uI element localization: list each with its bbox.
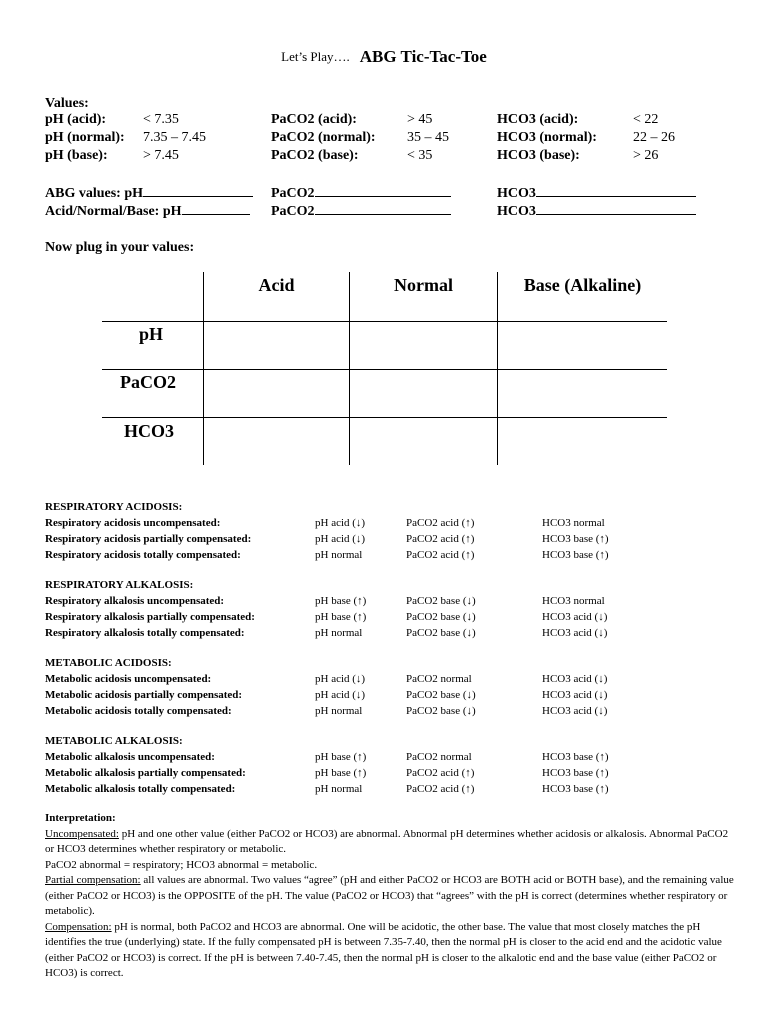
grid-row-paco2: PaCO2 bbox=[120, 372, 176, 392]
condition-name: Metabolic acidosis uncompensated: bbox=[45, 673, 212, 685]
condition-name: Metabolic alkalosis partially compensated: bbox=[45, 767, 246, 779]
condition-paco2: PaCO2 acid (↑) bbox=[406, 517, 475, 529]
compensation-label: Compensation: bbox=[45, 920, 112, 933]
condition-hco3: HCO3 base (↑) bbox=[542, 533, 609, 545]
condition-ph: pH normal bbox=[315, 783, 363, 795]
condition-hco3: HCO3 acid (↓) bbox=[542, 627, 608, 639]
abg-paco2-label: PaCO2 bbox=[271, 186, 315, 201]
compensation-text: pH is normal, both PaCO2 and HCO3 are abnormal. One will be acidotic, the other base. The value that most closely matches the pH identifies the true (underlying) state. If the fully compensated pH is between 7.35-7.40, then the normal pH is closer to the acid end and the acidotic value (either PaCO2 or HCO3) is correct. If the pH is between 7.40-7.45, then the normal pH is closer to the alkalotic end and the base value (either PaCO2 or HCO3) is correct. bbox=[45, 920, 722, 979]
ph-blank[interactable] bbox=[143, 185, 253, 197]
condition-name: Respiratory acidosis totally compensated: bbox=[45, 549, 241, 561]
condition-hco3: HCO3 normal bbox=[542, 595, 605, 607]
abg-paco2 bbox=[271, 185, 451, 202]
abg-values-row bbox=[45, 185, 253, 202]
interp-rule: PaCO2 abnormal = respiratory; HCO3 abnormal = metabolic. bbox=[45, 858, 318, 871]
condition-ph: pH base (↑) bbox=[315, 611, 367, 623]
grid-vline bbox=[349, 272, 350, 465]
grid-vline bbox=[203, 272, 204, 465]
anb-paco2-blank[interactable] bbox=[315, 203, 451, 215]
anb-ph-blank[interactable] bbox=[182, 203, 250, 215]
condition-paco2: PaCO2 normal bbox=[406, 751, 472, 763]
condition-hco3: HCO3 acid (↓) bbox=[542, 611, 608, 623]
condition-paco2: PaCO2 base (↓) bbox=[406, 689, 476, 701]
condition-name: Metabolic alkalosis uncompensated: bbox=[45, 751, 215, 763]
cell-hco3-normal[interactable] bbox=[351, 419, 496, 464]
abg-hco3 bbox=[497, 185, 696, 202]
condition-paco2: PaCO2 acid (↑) bbox=[406, 549, 475, 561]
section-heading: RESPIRATORY ACIDOSIS: bbox=[45, 501, 183, 513]
acid-normal-base-row bbox=[45, 203, 250, 220]
condition-paco2: PaCO2 acid (↑) bbox=[406, 767, 475, 779]
grid-col-normal: Normal bbox=[394, 275, 453, 295]
partial-label: Partial compensation: bbox=[45, 874, 141, 886]
abg-values-label: ABG values: pH bbox=[45, 186, 144, 201]
section-heading: RESPIRATORY ALKALOSIS: bbox=[45, 579, 194, 591]
anb-label: Acid/Normal/Base: pH bbox=[45, 204, 182, 219]
anb-hco3 bbox=[497, 203, 696, 220]
condition-ph: pH base (↑) bbox=[315, 767, 367, 779]
value-range: > 45 bbox=[407, 112, 433, 127]
condition-name: Respiratory alkalosis partially compensated: bbox=[45, 611, 255, 623]
condition-paco2: PaCO2 base (↓) bbox=[406, 595, 476, 607]
condition-name: Metabolic acidosis partially compensated: bbox=[45, 689, 243, 701]
condition-ph: pH acid (↓) bbox=[315, 689, 366, 701]
condition-hco3: HCO3 acid (↓) bbox=[542, 673, 608, 685]
grid-row-ph: pH bbox=[139, 324, 164, 344]
condition-hco3: HCO3 base (↑) bbox=[542, 783, 609, 795]
grid-col-acid: Acid bbox=[258, 275, 295, 295]
condition-name: Respiratory alkalosis uncompensated: bbox=[45, 595, 225, 607]
value-label: pH (normal): bbox=[45, 130, 125, 145]
values-heading: Values: bbox=[45, 96, 89, 111]
condition-hco3: HCO3 base (↑) bbox=[542, 767, 609, 779]
value-label: pH (base): bbox=[45, 148, 108, 163]
condition-ph: pH acid (↓) bbox=[315, 517, 366, 529]
condition-hco3: HCO3 normal bbox=[542, 517, 605, 529]
interpretation-title: Interpretation: bbox=[45, 812, 116, 824]
uncompensated-label: Uncompensated: bbox=[45, 827, 119, 840]
grid-col-base: Base (Alkaline) bbox=[523, 275, 642, 295]
value-range: 7.35 – 7.45 bbox=[143, 130, 206, 145]
grid-hline bbox=[102, 369, 667, 370]
partial-text: all values are abnormal. Two values “agree” (pH and either PaCO2 or HCO3 are BOTH acid or BOTH base), and the remaining value (either PaCO2 or HCO3) is the OPPOSITE of the pH. The value (PaCO2 or HCO3) that “agrees” with the pH is correct (determines whether respiratory or metabolic). bbox=[45, 874, 734, 917]
condition-hco3: HCO3 base (↑) bbox=[542, 751, 609, 763]
interpretation bbox=[45, 811, 735, 982]
paco2-blank[interactable] bbox=[315, 185, 451, 197]
page-title bbox=[0, 47, 768, 67]
grid-hline bbox=[102, 417, 667, 418]
cell-paco2-base[interactable] bbox=[499, 371, 666, 416]
value-range: > 26 bbox=[633, 148, 659, 163]
section-heading: METABOLIC ALKALOSIS: bbox=[45, 735, 183, 747]
abg-hco3-label: HCO3 bbox=[497, 186, 536, 201]
anb-hco3-label: HCO3 bbox=[497, 204, 536, 219]
hco3-blank[interactable] bbox=[536, 185, 696, 197]
condition-ph: pH base (↑) bbox=[315, 595, 367, 607]
anb-paco2-label: PaCO2 bbox=[271, 204, 315, 219]
value-range: 22 – 26 bbox=[633, 130, 675, 145]
value-label: pH (acid): bbox=[45, 112, 107, 127]
condition-name: Respiratory acidosis uncompensated: bbox=[45, 517, 221, 529]
condition-hco3: HCO3 acid (↓) bbox=[542, 705, 608, 717]
value-label: HCO3 (normal): bbox=[497, 130, 597, 145]
title-main: ABG Tic-Tac-Toe bbox=[359, 47, 487, 66]
condition-ph: pH acid (↓) bbox=[315, 673, 366, 685]
cell-hco3-acid[interactable] bbox=[205, 419, 348, 464]
condition-paco2: PaCO2 base (↓) bbox=[406, 611, 476, 623]
condition-hco3: HCO3 base (↑) bbox=[542, 549, 609, 561]
value-label: PaCO2 (normal): bbox=[271, 130, 376, 145]
value-label: HCO3 (base): bbox=[497, 148, 580, 163]
grid-row-hco3: HCO3 bbox=[124, 421, 175, 441]
grid-hline bbox=[102, 321, 667, 322]
condition-hco3: HCO3 acid (↓) bbox=[542, 689, 608, 701]
cell-paco2-normal[interactable] bbox=[351, 371, 496, 416]
cell-hco3-base[interactable] bbox=[499, 419, 666, 464]
anb-hco3-blank[interactable] bbox=[536, 203, 696, 215]
plug-in-instruction: Now plug in your values: bbox=[45, 240, 195, 255]
condition-ph: pH normal bbox=[315, 627, 363, 639]
condition-paco2: PaCO2 acid (↑) bbox=[406, 533, 475, 545]
interp-compensation bbox=[45, 920, 735, 982]
cell-ph-base[interactable] bbox=[499, 323, 666, 368]
condition-name: Metabolic alkalosis totally compensated: bbox=[45, 783, 236, 795]
cell-ph-acid[interactable] bbox=[205, 323, 348, 368]
value-range: < 35 bbox=[407, 148, 433, 163]
value-range: < 22 bbox=[633, 112, 659, 127]
condition-ph: pH acid (↓) bbox=[315, 533, 366, 545]
value-label: PaCO2 (base): bbox=[271, 148, 359, 163]
condition-name: Respiratory acidosis partially compensated: bbox=[45, 533, 252, 545]
section-heading: METABOLIC ACIDOSIS: bbox=[45, 657, 172, 669]
uncompensated-text: pH and one other value (either PaCO2 or HCO3) are abnormal. Abnormal pH determines whether acidosis or alkalosis. Abnormal PaCO2 or HCO3 determines whether respiratory or metabolic. bbox=[45, 827, 729, 855]
condition-name: Respiratory alkalosis totally compensated: bbox=[45, 627, 245, 639]
condition-paco2: PaCO2 normal bbox=[406, 673, 472, 685]
condition-paco2: PaCO2 base (↓) bbox=[406, 705, 476, 717]
condition-name: Metabolic acidosis totally compensated: bbox=[45, 705, 232, 717]
condition-paco2: PaCO2 base (↓) bbox=[406, 627, 476, 639]
grid-vline bbox=[497, 272, 498, 465]
cell-paco2-acid[interactable] bbox=[205, 371, 348, 416]
interp-uncompensated bbox=[45, 827, 735, 858]
condition-ph: pH normal bbox=[315, 549, 363, 561]
cell-ph-normal[interactable] bbox=[351, 323, 496, 368]
title-prefix: Let’s Play…. bbox=[281, 49, 350, 64]
condition-ph: pH normal bbox=[315, 705, 363, 717]
value-range: 35 – 45 bbox=[407, 130, 449, 145]
condition-ph: pH base (↑) bbox=[315, 751, 367, 763]
anb-paco2 bbox=[271, 203, 451, 220]
interp-partial bbox=[45, 873, 735, 920]
condition-paco2: PaCO2 acid (↑) bbox=[406, 783, 475, 795]
value-range: < 7.35 bbox=[143, 112, 179, 127]
value-range: > 7.45 bbox=[143, 148, 179, 163]
value-label: HCO3 (acid): bbox=[497, 112, 579, 127]
value-label: PaCO2 (acid): bbox=[271, 112, 357, 127]
